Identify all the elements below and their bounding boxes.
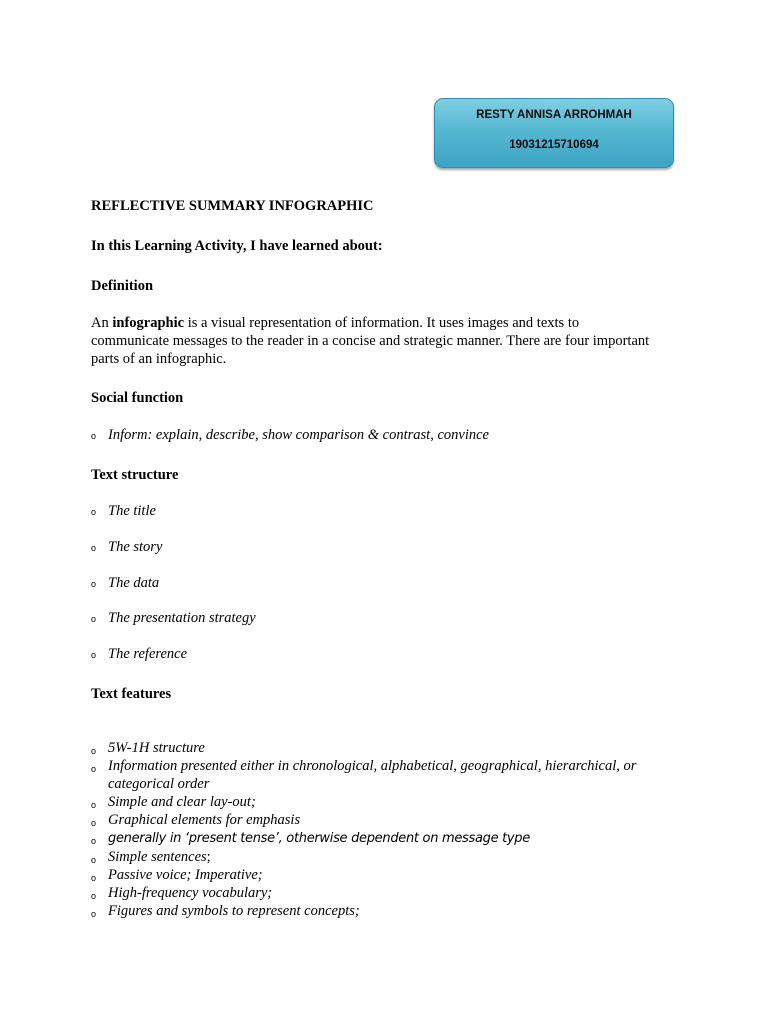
- bullet-icon: o: [91, 614, 97, 624]
- list-item: [91, 829, 691, 848]
- bullet-icon: o: [91, 891, 97, 901]
- list-item: [91, 866, 691, 884]
- social-function-item: Inform: explain, describe, show comparison & contrast, convince: [108, 427, 489, 443]
- feature-item: Simple and clear lay-out;: [108, 794, 256, 810]
- list-item: [91, 811, 691, 829]
- bullet-icon: o: [91, 431, 97, 441]
- feature-item: Figures and symbols to represent concepts;: [108, 903, 360, 919]
- bullet-icon: o: [91, 543, 97, 553]
- structure-item: The reference: [108, 646, 188, 662]
- structure-item: The presentation strategy: [108, 610, 256, 626]
- author-name-box: [434, 98, 674, 168]
- author-id: 19031215710694: [509, 139, 599, 151]
- bullet-icon: o: [91, 507, 97, 517]
- feature-item: Passive voice; Imperative;: [108, 867, 263, 883]
- bullet-icon: o: [91, 855, 97, 865]
- text-features-list: [91, 739, 691, 920]
- feature-item: Graphical elements for emphasis: [108, 812, 301, 828]
- bullet-icon: o: [91, 650, 97, 660]
- bullet-icon: o: [91, 818, 97, 828]
- list-item: [91, 739, 691, 757]
- definition-body: is a visual representation of information. It uses images and texts to communicate messages to the reader in a concise and strategic manner. There are four important parts of an infographic.: [91, 315, 650, 367]
- bullet-icon: o: [91, 800, 97, 810]
- bullet-icon: o: [91, 873, 97, 883]
- feature-item: Information presented either in chronological, alphabetical, geographical, hierarchical, or categorical order: [108, 758, 637, 792]
- bullet-icon: o: [91, 746, 97, 756]
- bullet-icon: o: [91, 579, 97, 589]
- author-name: RESTY ANNISA ARROHMAH: [476, 109, 632, 121]
- list-item: [91, 902, 691, 920]
- structure-item: The title: [108, 503, 156, 519]
- structure-item: The story: [108, 539, 163, 555]
- bullet-icon: o: [91, 909, 97, 919]
- feature-item: generally in ‘present tense’, otherwise dependent on message type: [108, 831, 530, 846]
- intro-heading: In this Learning Activity, I have learned about:: [91, 238, 383, 254]
- social-function-heading: Social function: [91, 390, 184, 406]
- bullet-icon: o: [91, 836, 97, 846]
- list-item: [91, 884, 691, 902]
- definition-term: infographic: [112, 315, 185, 331]
- document-title: REFLECTIVE SUMMARY INFOGRAPHIC: [91, 198, 374, 214]
- feature-item: 5W-1H structure: [108, 740, 205, 756]
- feature-item: Simple sentences: [108, 849, 207, 865]
- bullet-icon: o: [91, 764, 97, 774]
- list-item: [91, 793, 691, 811]
- feature-item-suffix: ;: [206, 849, 211, 865]
- definition-lead: An: [91, 315, 113, 331]
- list-item: [91, 848, 691, 866]
- definition-heading: Definition: [91, 278, 154, 294]
- list-item: [91, 757, 691, 793]
- text-features-heading: Text features: [91, 686, 172, 702]
- feature-item: High-frequency vocabulary;: [108, 885, 273, 901]
- structure-item: The data: [108, 575, 160, 591]
- text-structure-heading: Text structure: [91, 467, 179, 483]
- definition-paragraph: [91, 314, 651, 368]
